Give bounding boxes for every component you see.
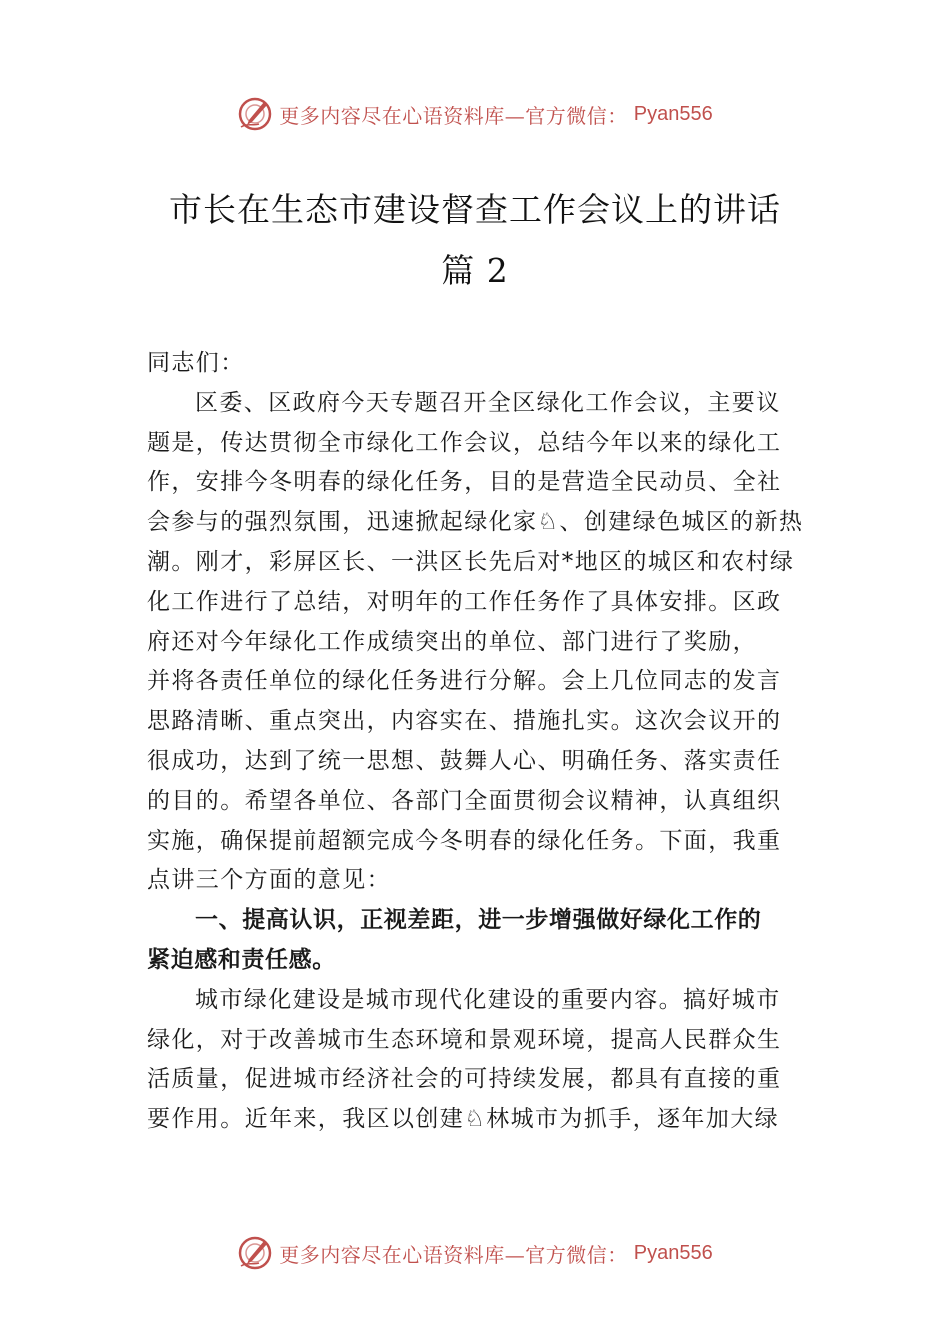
body-line: 城市绿化建设是城市现代化建设的重要内容。搞好城市	[195, 986, 781, 1013]
pen-logo-icon	[237, 96, 273, 132]
body-line: 点讲三个方面的意见：	[147, 867, 391, 894]
section-heading: 一、提高认识，正视差距，进一步增强做好绿化工作的	[195, 907, 762, 934]
pen-logo-icon	[237, 1235, 273, 1271]
body-line: 很成功，达到了统一思想、鼓舞人心、明确任务、落实责任	[147, 747, 782, 774]
body-line: 作，安排今冬明春的绿化任务，目的是营造全民动员、全社	[147, 469, 782, 496]
body-line: 并将各责任单位的绿化任务进行分解。会上几位同志的发言	[147, 668, 782, 695]
banner-text: 更多内容尽在心语资料库—官方微信：	[279, 1242, 628, 1267]
salutation: 同志们：	[147, 350, 245, 376]
body-line: 题是，传达贯彻全市绿化工作会议，总结今年以来的绿化工	[147, 429, 782, 456]
body-line: 活质量，促进城市经济社会的可持续发展，都具有直接的重	[147, 1066, 782, 1093]
document-title-part: 篇 2	[441, 251, 509, 290]
body-line: 要作用。近年来，我区以创建♘林城市为抓手，逐年加大绿	[147, 1106, 780, 1133]
banner-wechat-id: Pyan556	[633, 1241, 713, 1264]
banner-wechat-id: Pyan556	[633, 102, 713, 125]
body-line: 化工作进行了总结，对明年的工作任务作了具体安排。区政	[147, 588, 782, 615]
body-line: 实施，确保提前超额完成今冬明春的绿化任务。下面，我重	[147, 827, 782, 854]
body-line: 会参与的强烈氛围，迅速掀起绿化家♘、创建绿色城区的新热	[147, 509, 804, 536]
body-line: 府还对今年绿化工作成绩突出的单位、部门进行了奖励，	[147, 628, 757, 655]
body-line: 绿化，对于改善城市生态环境和景观环境，提高人民群众生	[147, 1026, 782, 1053]
banner-text: 更多内容尽在心语资料库—官方微信：	[279, 103, 628, 128]
footer-watermark-banner	[0, 1233, 950, 1273]
body-line: 区委、区政府今天专题召开全区绿化工作会议，主要议	[195, 389, 781, 416]
document-title: 市长在生态市建设督查工作会议上的讲话	[169, 190, 781, 229]
section-heading: 紧迫感和责任感。	[147, 946, 336, 973]
body-line: 潮。刚才，彩屏区长、一洪区长先后对*地区的城区和农村绿	[147, 548, 795, 575]
document-body	[147, 344, 815, 1140]
header-watermark-banner	[0, 94, 950, 134]
body-line: 思路清晰、重点突出，内容实在、措施扎实。这次会议开的	[147, 708, 782, 735]
body-line: 的目的。希望各单位、各部门全面贯彻会议精神，认真组织	[147, 787, 782, 814]
